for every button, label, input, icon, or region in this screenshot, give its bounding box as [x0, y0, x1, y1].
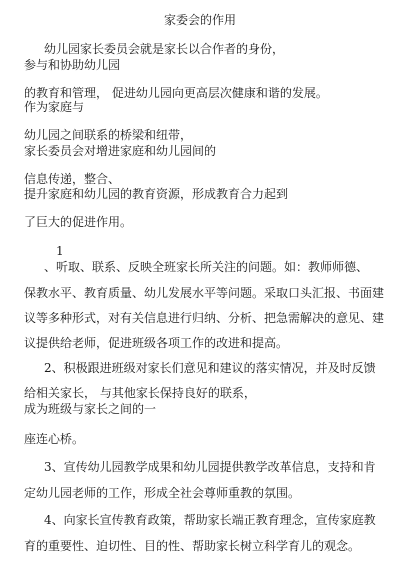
intro-line: 家长委员会对增进家庭和幼儿园间的 — [24, 144, 217, 158]
item2-line: 2、积极跟进班级对家长们意见和建议的落实情况，并及时反馈 — [44, 361, 376, 375]
item3-line: 定幼儿园老师的工作，形成全社会尊师重教的氛围。 — [24, 486, 301, 500]
item2-line: 座连心桥。 — [24, 432, 85, 446]
item2-line: 成为班级与家长之间的一 — [24, 402, 157, 416]
item-number: 1 — [56, 244, 64, 258]
intro-line: 幼儿园之间联系的桥梁和纽带， — [24, 128, 193, 142]
item2-line: 给相关家长， 与其他家长保持良好的联系， — [24, 386, 256, 400]
item4-line: 4、向家长宣传教育政策，帮助家长端正教育理念，宣传家庭教 — [44, 513, 376, 527]
item1-line: 议提供给老师，促进班级各项工作的改进和提高。 — [24, 336, 289, 350]
intro-line: 作为家庭与 — [24, 100, 85, 114]
item3-line: 3、宣传幼儿园教学成果和幼儿园提供教学改革信息，支持和肯 — [44, 460, 376, 474]
item1-line: 议等多种形式，对有关信息进行归纳、分析、把急需解决的意见、建 — [24, 311, 385, 325]
intro-line: 幼儿园家长委员会就是家长以合作者的身份， — [44, 42, 285, 56]
item4-line: 育的重要性、迫切性、目的性、帮助家长树立科学育儿的观念。 — [24, 539, 361, 553]
intro-line: 信息传递，整合、 — [24, 172, 121, 186]
intro-line: 的教育和管理， 促进幼儿园向更高层次健康和谐的发展。 — [24, 86, 328, 100]
page-title: 家委会的作用 — [163, 13, 236, 27]
item1-line: 、听取、联系、反映全班家长所关注的问题。如：教师师德、 — [44, 260, 369, 274]
intro-line: 参与和协助幼儿园 — [24, 58, 121, 72]
item1-line: 保教水平、教育质量、幼儿发展水平等问题。采取口头汇报、书面建 — [24, 286, 385, 300]
intro-line: 了巨大的促进作用。 — [24, 215, 133, 229]
intro-line: 提升家庭和幼儿园的教育资源，形成教育合力起到 — [24, 187, 289, 201]
